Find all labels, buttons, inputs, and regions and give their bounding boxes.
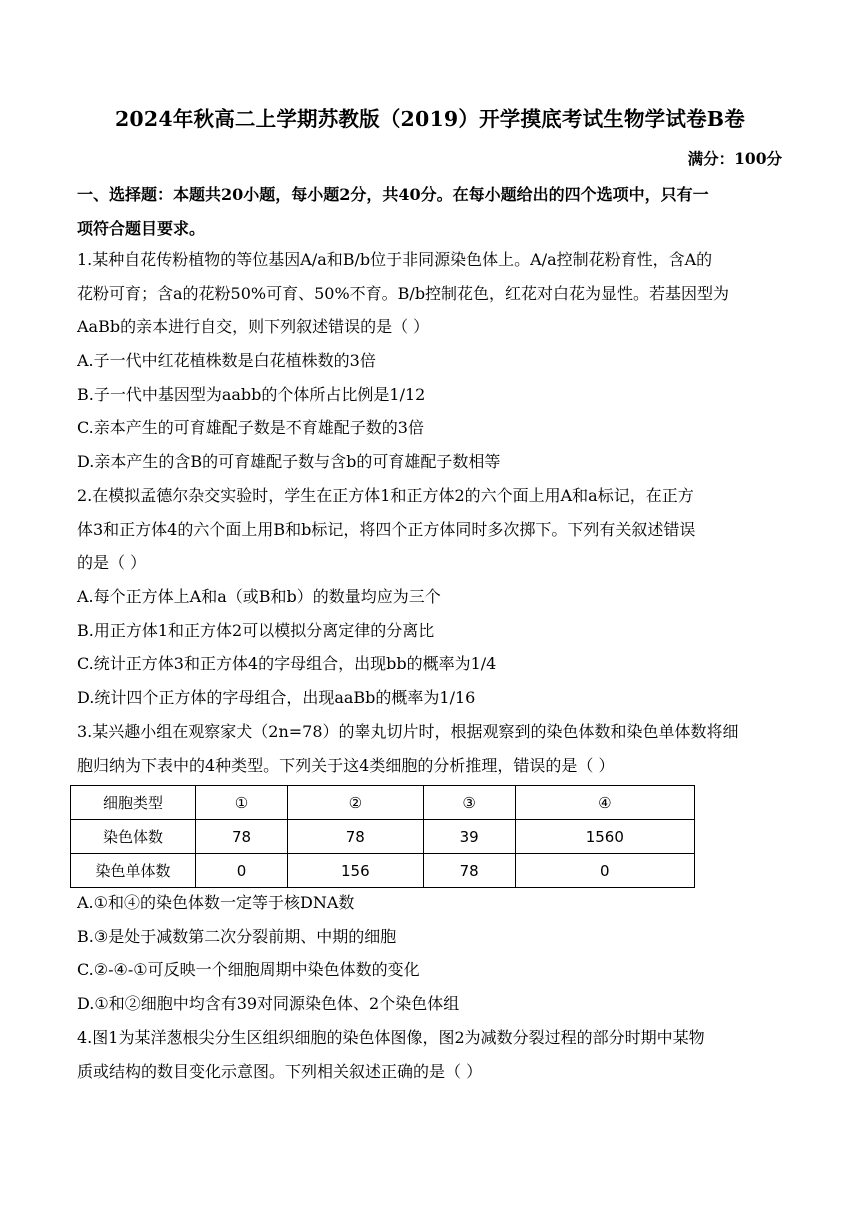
option-d: D.①和②细胞中均含有39对同源染色体、2个染色体组 <box>77 994 460 1014</box>
table-header-cell: ① <box>196 786 288 820</box>
question-3-options <box>77 886 787 1021</box>
option-b: B.用正方体1和正方体2可以模拟分离定律的分离比 <box>77 620 435 640</box>
option-c: C.亲本产生的可育雄配子数是不育雄配子数的3倍 <box>77 418 424 438</box>
question-stem-line: 体3和正方体4的六个面上用B和b标记，将四个正方体同时多次掷下。下列有关叙述错误 <box>77 519 696 539</box>
table-header-cell: ③ <box>423 786 515 820</box>
section-heading <box>77 178 787 246</box>
table-header-cell: ④ <box>515 786 694 820</box>
table-row <box>71 820 695 854</box>
table-cell: 1560 <box>515 820 694 854</box>
option-c: C.统计正方体3和正方体4的字母组合，出现bb的概率为1/4 <box>77 654 497 674</box>
question-stem-line: 花粉可育；含a的花粉50%可育、50%不育。B/b控制花色，红花对白花为显性。若基因型为 <box>77 283 730 303</box>
table-header-cell: 细胞类型 <box>71 786 196 820</box>
table-header-row <box>71 786 695 820</box>
table-header-cell: ② <box>287 786 423 820</box>
cell-type-table <box>70 785 695 888</box>
question-stem-line: 的是（ ） <box>77 553 147 573</box>
table-cell: 0 <box>196 854 288 888</box>
table-cell: 0 <box>515 854 694 888</box>
question-2 <box>77 479 787 715</box>
question-stem-line: 胞归纳为下表中的4种类型。下列关于这4类细胞的分析推理，错误的是（ ） <box>77 755 615 775</box>
option-b: B.子一代中基因型为aabb的个体所占比例是1/12 <box>77 384 426 404</box>
table-cell: 78 <box>196 820 288 854</box>
question-stem-line: 2.在模拟孟德尔杂交实验时，学生在正方体1和正方体2的六个面上用A和a标记，在正方 <box>77 486 694 505</box>
question-stem-line: 3.某兴趣小组在观察家犬（2n=78）的睾丸切片时，根据观察到的染色体数和染色单体数将细 <box>77 722 739 741</box>
option-d: D.亲本产生的含B的可育雄配子数与含b的可育雄配子数相等 <box>77 452 501 472</box>
table-cell: 染色单体数 <box>71 854 196 888</box>
section-heading-line: 一、选择题：本题共20小题，每小题2分，共40分。在每小题给出的四个选项中，只有一 <box>77 185 709 204</box>
option-a: A.子一代中红花植株数是白花植株数的3倍 <box>77 351 376 371</box>
question-stem-line: 1.某种自花传粉植物的等位基因A/a和B/b位于非同源染色体上。A/a控制花粉育性，含A的 <box>77 250 713 269</box>
table-cell: 39 <box>423 820 515 854</box>
table-cell: 78 <box>287 820 423 854</box>
question-stem-line: 质或结构的数目变化示意图。下列相关叙述正确的是（ ） <box>77 1061 483 1081</box>
option-b: B.③是处于减数第二次分裂前期、中期的细胞 <box>77 926 397 946</box>
table-cell: 染色体数 <box>71 820 196 854</box>
full-score: 满分：100分 <box>687 149 782 168</box>
table-row <box>71 854 695 888</box>
table-cell: 78 <box>423 854 515 888</box>
section-heading-line: 项符合题目要求。 <box>77 219 206 238</box>
option-c: C.②-④-①可反映一个细胞周期中染色体数的变化 <box>77 960 420 980</box>
question-3 <box>77 715 787 782</box>
option-d: D.统计四个正方体的字母组合，出现aaBb的概率为1/16 <box>77 688 476 708</box>
option-a: A.①和④的染色体数一定等于核DNA数 <box>77 893 355 912</box>
exam-title: 2024年秋高二上学期苏教版（2019）开学摸底考试生物学试卷B卷 <box>114 107 746 131</box>
question-stem-line: AaBb的亲本进行自交，则下列叙述错误的是（ ） <box>77 317 430 337</box>
option-a: A.每个正方体上A和a（或B和b）的数量均应为三个 <box>77 587 441 607</box>
table-cell: 156 <box>287 854 423 888</box>
question-stem-line: 4.图1为某洋葱根尖分生区组织细胞的染色体图像，图2为减数分裂过程的部分时期中某物 <box>77 1028 705 1047</box>
question-1 <box>77 243 787 479</box>
question-4 <box>77 1021 787 1088</box>
